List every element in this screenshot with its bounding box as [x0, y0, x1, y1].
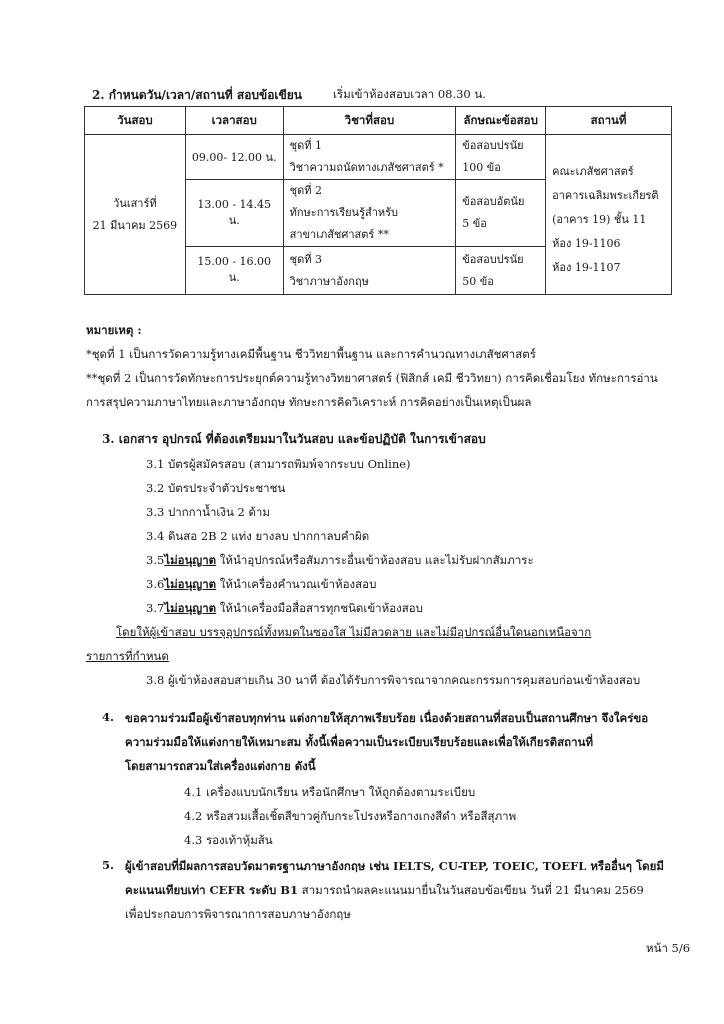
not-allowed-label: ไม่อนุญาต	[164, 553, 217, 567]
exam-date-day: วันเสาร์ที่	[113, 196, 157, 210]
page-number: หน้า 5/6	[646, 941, 691, 955]
exam-date-cell	[85, 135, 186, 295]
item-3-8: 3.8 ผู้เข้าห้องสอบสายเกิน 30 นาที ต้องได้รับการพิจารณาจากคณะกรรมการคุมสอบก่อนเข้าห้องสอบ	[146, 673, 641, 687]
exam-subject	[283, 135, 456, 180]
subject-name-cont: สาขาเภสัชศาสตร์ **	[289, 228, 389, 241]
exam-schedule-table	[84, 106, 672, 295]
exam-date-full: 21 มีนาคม 2569	[92, 218, 178, 232]
start-time-note: เริ่มเข้าห้องสอบเวลา 08.30 น.	[333, 87, 486, 101]
section-5-line-1: ผู้เข้าสอบที่มีผลการสอบวัดมาตรฐานภาษาอังกฤษ เช่น IELTS, CU-TEP, TOEIC, TOEFL หรืออื่นๆ โดยมี	[125, 859, 664, 873]
item-3-6-text: ให้นำเครื่องคำนวณเข้าห้องสอบ	[216, 577, 377, 591]
notes-title: หมายเหตุ :	[86, 323, 142, 337]
section-5-line-3: เพื่อประกอบการพิจารณาการสอบภาษาอังกฤษ	[125, 907, 351, 921]
exam-format	[456, 180, 546, 247]
section-5-line-2	[125, 882, 644, 900]
header-subject: วิชาที่สอบ	[283, 107, 456, 135]
header-date: วันสอบ	[85, 107, 186, 135]
item-4-3: 4.3 รองเท้าหุ้มส้น	[184, 833, 273, 847]
header-format: ลักษณะข้อสอบ	[456, 107, 546, 135]
format-type: ข้อสอบปรนัย	[462, 139, 524, 152]
exam-location-cell	[546, 135, 672, 295]
exam-subject	[283, 180, 456, 247]
table-header-row	[85, 107, 672, 135]
note-2-line-2: การสรุปความภาษาไทยและภาษาอังกฤษ ทักษะการคิดวิเคราะห์ การคิดอย่างเป็นเหตุเป็นผล	[86, 395, 532, 409]
subject-name: ทักษะการเรียนรู้สำหรับ	[289, 206, 399, 219]
section-4-line-2: ความร่วมมือให้แต่งกายให้เหมาะสม ทั้งนี้เพื่อความเป็นระเบียบเรียบร้อยและเพื่อให้เกียรติสถานที่	[125, 735, 594, 749]
location-room-1: ห้อง 19-1106	[552, 236, 621, 250]
exam-subject	[283, 247, 456, 295]
exam-time: 15.00 - 16.00 น.	[185, 247, 283, 295]
not-allowed-label: ไม่อนุญาต	[164, 577, 217, 591]
header-location: สถานที่	[546, 107, 672, 135]
location-faculty: คณะเภสัชศาสตร์	[552, 164, 634, 178]
item-3-7	[146, 600, 423, 618]
item-3-5-text: ให้นำอุปกรณ์หรือสัมภาระอื่นเข้าห้องสอบ และไม่รับฝากสัมภาระ	[216, 553, 534, 567]
section-5-number: 5.	[102, 858, 115, 872]
subject-set: ชุดที่ 2	[289, 184, 322, 197]
subject-name: วิชาภาษาอังกฤษ	[289, 274, 369, 288]
packing-instruction-line-1: โดยให้ผู้เข้าสอบ บรรจุอุปกรณ์ทั้งหมดในซองใส ไม่มีลวดลาย และไม่มีอุปกรณ์อื่นใดนอกเหนือจาก	[116, 625, 592, 639]
item-3-1: 3.1 บัตรผู้สมัครสอบ (สามารถพิมพ์จากระบบ Online)	[146, 457, 411, 471]
item-3-7-number: 3.7	[146, 601, 165, 615]
section-4-line-3: โดยสามารถสวมใส่เครื่องแต่งกาย ดังนี้	[125, 759, 316, 773]
item-4-2: 4.2 หรือสวมเสื้อเชิ้ตสีขาวคู่กับกระโปรงหรือกางเกงสีดำ หรือสีสุภาพ	[184, 809, 517, 823]
format-type: ข้อสอบปรนัย	[462, 252, 524, 266]
item-3-4: 3.4 ดินสอ 2B 2 แท่ง ยางลบ ปากกาลบคำผิด	[146, 529, 370, 543]
subject-set: ชุดที่ 3	[289, 252, 322, 266]
subject-name: วิชาความถนัดทางเภสัชศาสตร์ *	[289, 161, 444, 174]
item-3-3: 3.3 ปากกาน้ำเงิน 2 ด้าม	[146, 505, 270, 519]
location-floor: (อาคาร 19) ชั้น 11	[552, 212, 647, 226]
format-count: 5 ข้อ	[462, 217, 487, 230]
exam-format	[456, 135, 546, 180]
packing-instruction-line-2: รายการที่กำหนด	[86, 649, 169, 663]
exam-time: 13.00 - 14.45 น.	[185, 180, 283, 247]
item-3-5	[146, 552, 534, 570]
header-time: เวลาสอบ	[185, 107, 283, 135]
exam-time: 09.00- 12.00 น.	[185, 135, 283, 180]
exam-format	[456, 247, 546, 295]
location-room-2: ห้อง 19-1107	[552, 260, 621, 274]
subject-set: ชุดที่ 1	[289, 139, 322, 152]
note-1: *ชุดที่ 1 เป็นการวัดความรู้ทางเคมีพื้นฐาน ชีววิทยาพื้นฐาน และการคำนวณทางเภสัชศาสตร์	[86, 347, 536, 361]
section-3-heading: 3. เอกสาร อุปกรณ์ ที่ต้องเตรียมมาในวันสอบ และข้อปฏิบัติ ในการเข้าสอบ	[102, 432, 486, 446]
note-2-line-1: **ชุดที่ 2 เป็นการวัดทักษะการประยุกต์ความรู้ทางวิทยาศาสตร์ (ฟิสิกส์ เคมี ชีววิทยา) การคิดเชื่อมโยง ทักษะการอ่าน	[86, 371, 658, 385]
format-count: 100 ข้อ	[462, 161, 501, 174]
location-building: อาคารเฉลิมพระเกียรติ	[552, 188, 659, 202]
section-5-line-2-rest: สามารถนำผลคะแนนมายื่นในวันสอบข้อเขียน วันที่ 21 มีนาคม 2569	[298, 883, 644, 897]
item-4-1: 4.1 เครื่องแบบนักเรียน หรือนักศึกษา ให้ถูกต้องตามระเบียบ	[184, 785, 476, 799]
item-3-6-number: 3.6	[146, 577, 165, 591]
not-allowed-label: ไม่อนุญาต	[164, 601, 217, 615]
item-3-6	[146, 576, 376, 594]
item-3-7-text: ให้นำเครื่องมือสื่อสารทุกชนิดเข้าห้องสอบ	[216, 601, 423, 615]
table-row	[85, 135, 672, 180]
format-type: ข้อสอบอัตนัย	[462, 195, 525, 208]
section-4-number: 4.	[102, 710, 115, 724]
cefr-requirement: คะแนนเทียบเท่า CEFR ระดับ B1	[125, 883, 299, 897]
section-4-line-1: ขอความร่วมมือผู้เข้าสอบทุกท่าน แต่งกายให้สุภาพเรียบร้อย เนื่องด้วยสถานที่สอบเป็นสถานศึกษา จึงใคร่ขอ	[125, 711, 649, 725]
section-2-heading: 2. กำหนดวัน/เวลา/สถานที่ สอบข้อเขียน	[92, 88, 302, 102]
item-3-2: 3.2 บัตรประจำตัวประชาชน	[146, 481, 286, 495]
item-3-5-number: 3.5	[146, 553, 165, 567]
format-count: 50 ข้อ	[462, 274, 494, 288]
